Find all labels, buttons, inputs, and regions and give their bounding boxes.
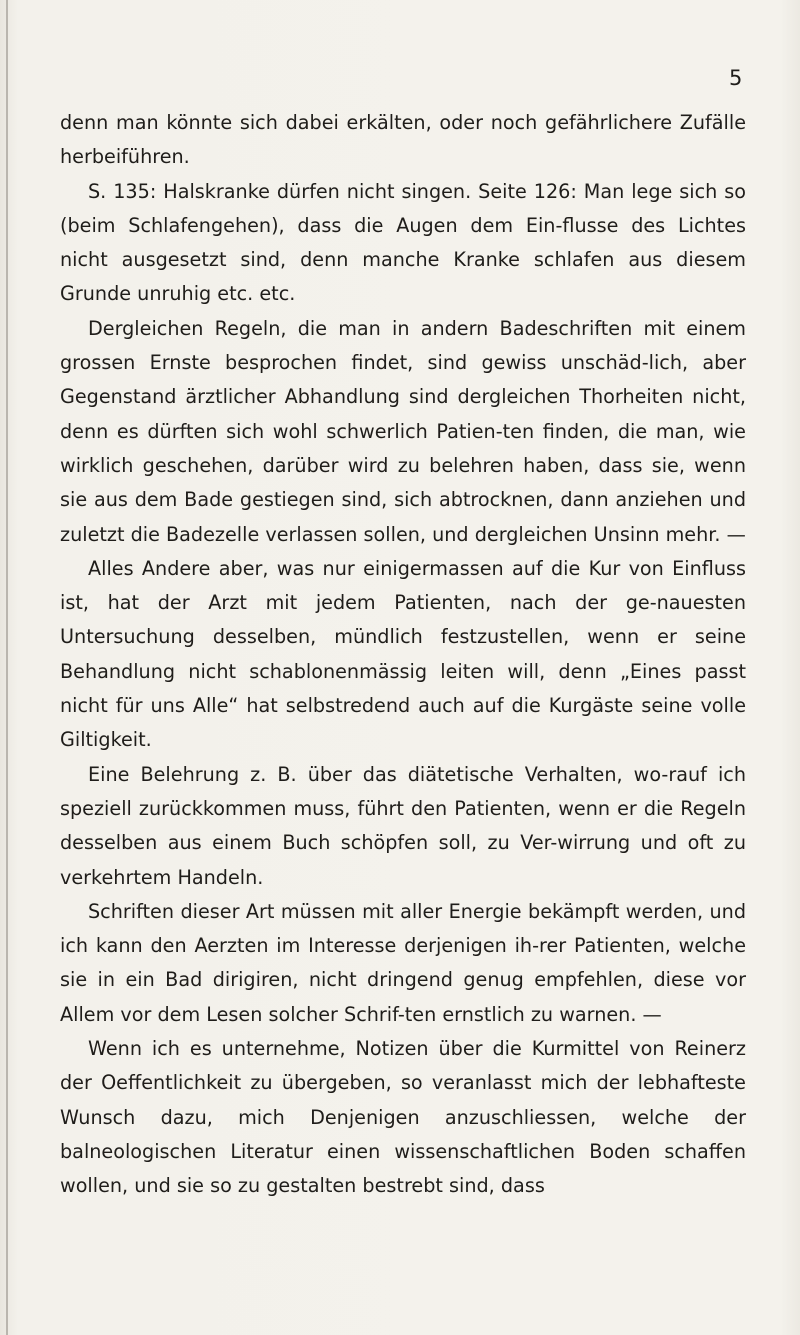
page-edge-shadow (6, 0, 8, 1335)
body-text (60, 106, 746, 1204)
paragraph: Eine Belehrung z. B. über das diätetische Verhalten, wo-rauf ich speziell zurückkommen muss, führt den Patienten, wenn er die Regeln desselben aus einem Buch schöpfen soll, zu Ver-wirrung und oft zu verkehrtem Handeln. (60, 762, 746, 889)
paragraph: Alles Andere aber, was nur einigermassen auf die Kur von Einfluss ist, hat der Arzt mit jedem Patienten, nach der ge-nauesten Untersuchung desselben, mündlich festzustellen, wenn er seine Behandlung nicht schablonenmässig leiten will, denn „Eines passt nicht für uns Alle“ hat selbstredend auch auf die Kurgäste seine volle Giltigkeit. (60, 556, 746, 752)
paragraph: Wenn ich es unternehme, Notizen über die Kurmittel von Reinerz der Oeffentlichkeit zu übergeben, so veranlasst mich der lebhafteste Wunsch dazu, mich Denjenigen anzuschliessen, welche der balneologischen Literatur einen wissenschaftlichen Boden schaffen wollen, und sie so zu gestalten bestrebt sind, dass (60, 1037, 746, 1198)
page-number: 5 (729, 66, 743, 90)
paragraph: denn man könnte sich dabei erkälten, oder noch gefährlichere Zufälle herbeiführen. (60, 111, 746, 169)
paragraph: S. 135: Halskranke dürfen nicht singen. Seite 126: Man lege sich so (beim Schlafengehen), dass die Augen dem Ein-flusse des Lichtes nicht ausgesetzt sind, denn manche Kranke schlafen aus diesem Grunde unruhig etc. etc. (60, 179, 746, 306)
paragraph: Dergleichen Regeln, die man in andern Badeschriften mit einem grossen Ernste besprochen findet, sind gewiss unschäd-lich, aber Gegenstand ärztlicher Abhandlung sind dergleichen Thorheiten nicht, denn es dürften sich wohl schwerlich Patien-ten finden, die man, wie wirklich geschehen, darüber wird zu belehren haben, dass sie, wenn sie aus dem Bade gestiegen sind, sich abtrocknen, dann anziehen und zuletzt die Badezelle verlassen sollen, und dergleichen Unsinn mehr. — (60, 316, 746, 546)
paragraph: Schriften dieser Art müssen mit aller Energie bekämpft werden, und ich kann den Aerzten im Interesse derjenigen ih-rer Patienten, welche sie in ein Bad dirigiren, nicht dringend genug empfehlen, diese vor Allem vor dem Lesen solcher Schrif-ten ernstlich zu warnen. — (60, 899, 746, 1026)
